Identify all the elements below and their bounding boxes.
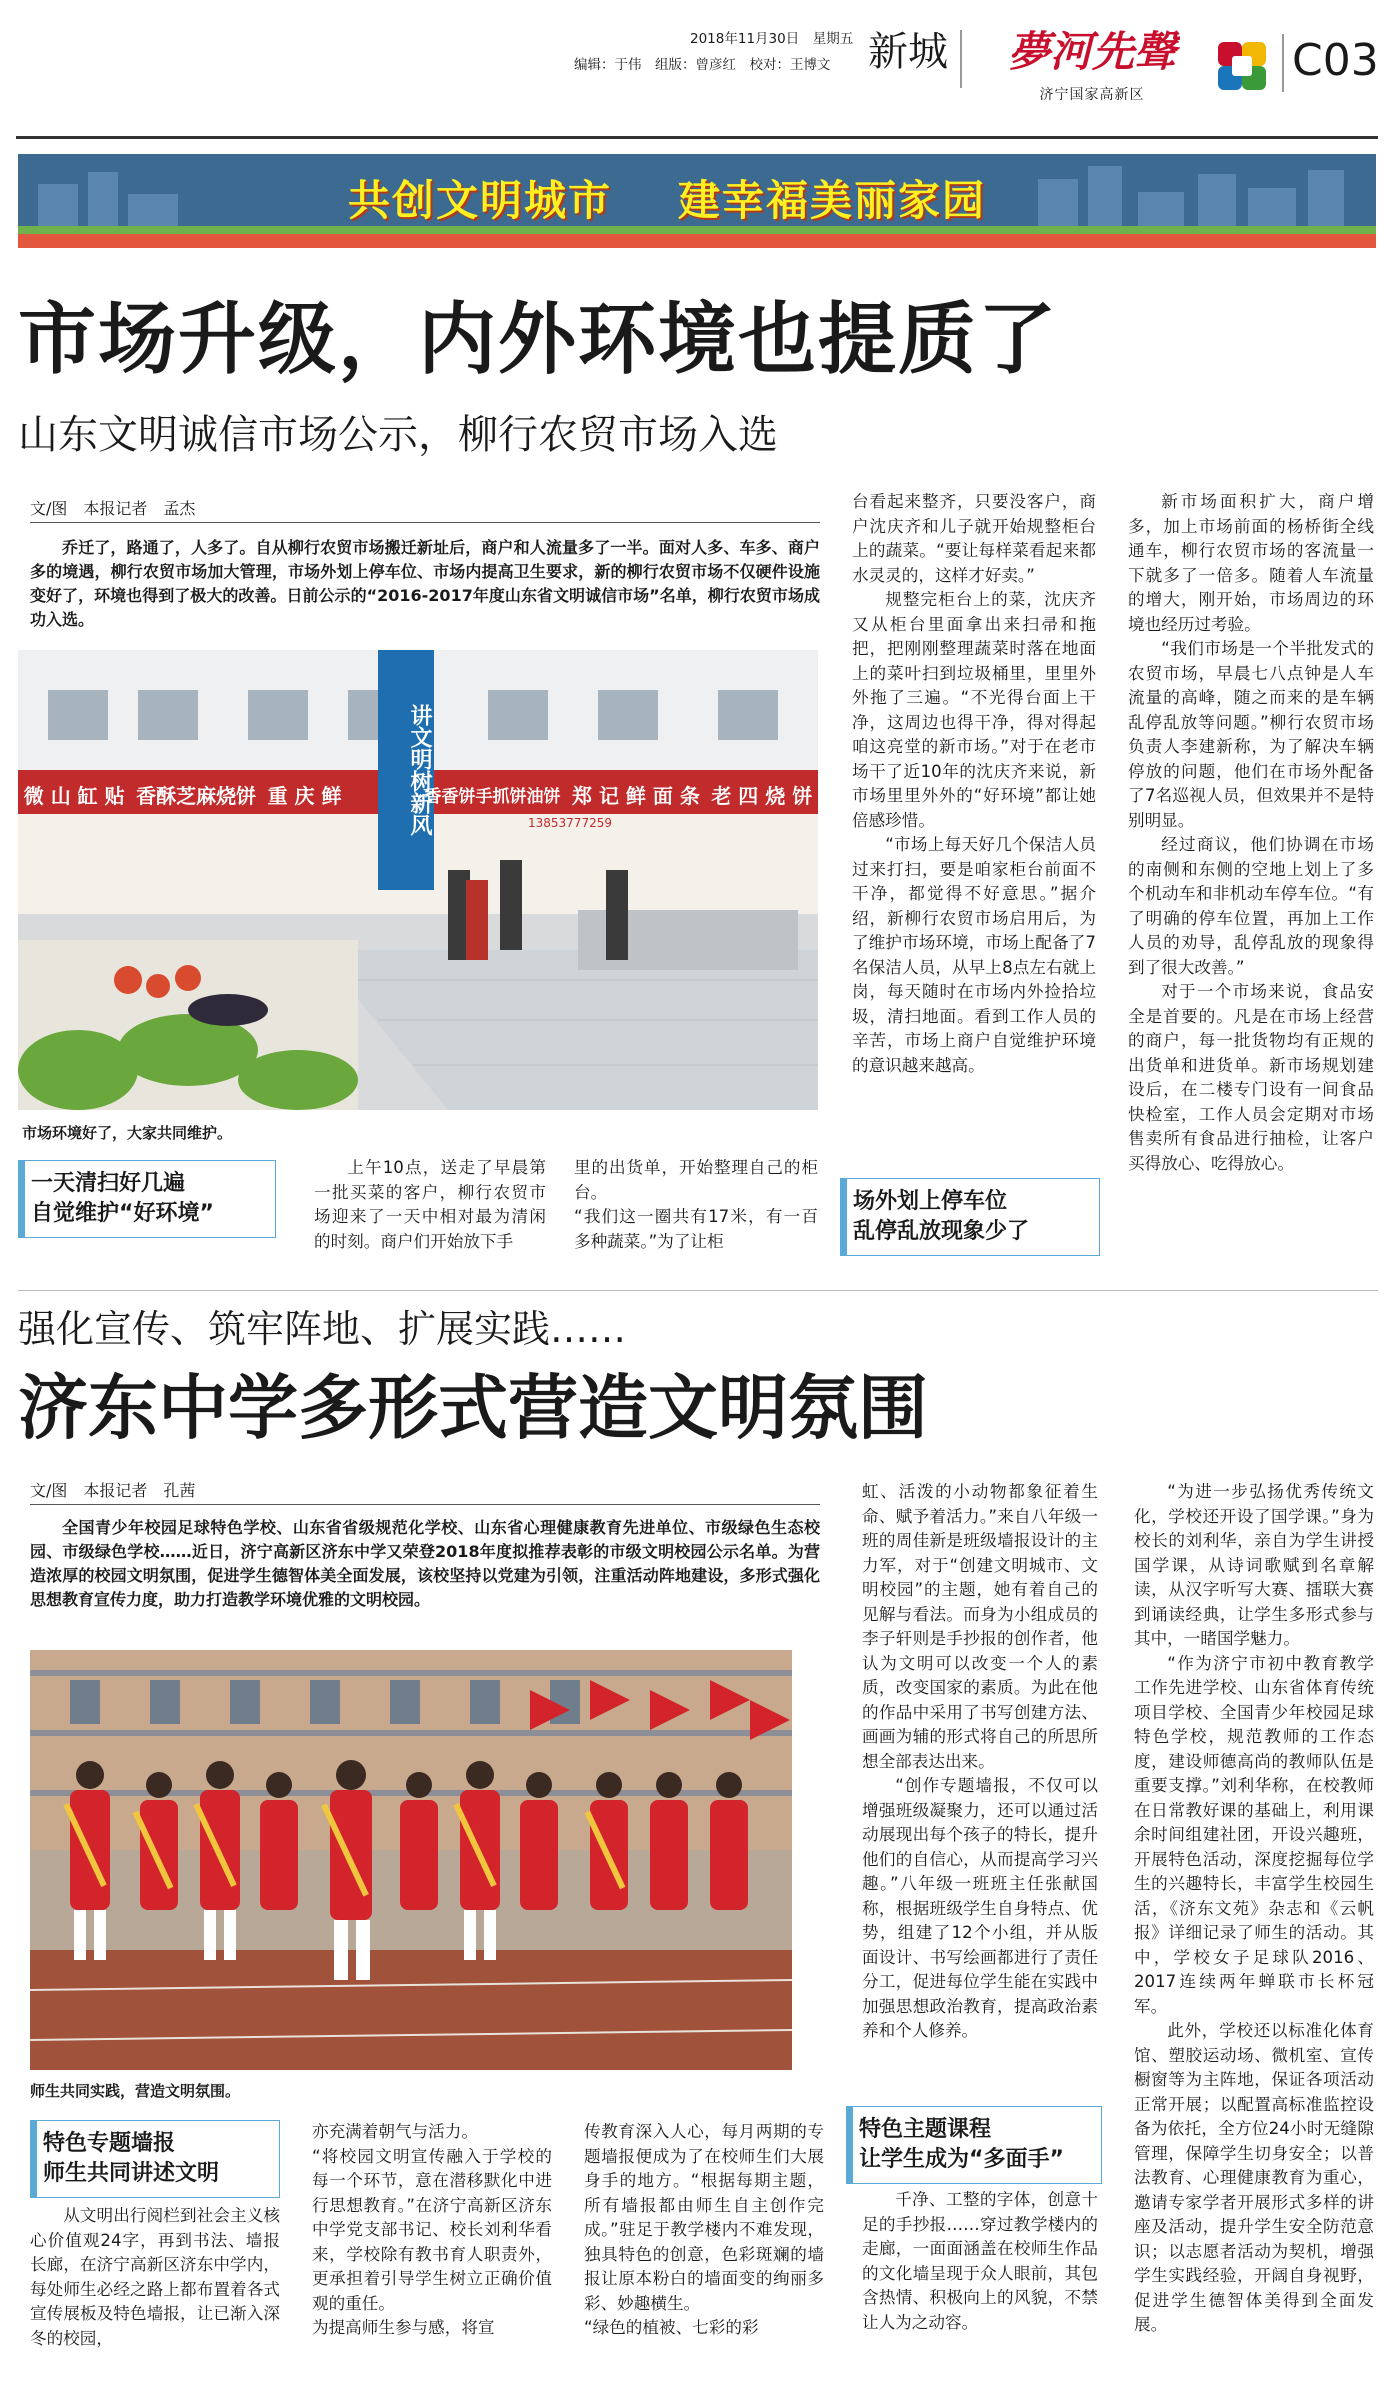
stall-phone: 13853777259 [528, 816, 612, 830]
parade-photo-caption: 师生共同实践，营造文明氛围。 [30, 2082, 241, 2100]
paragraph: “我们市场是一个半批发式的农贸市场，早晨七八点钟是人车流量的高峰，随之而来的是车辆乱停乱放等问题。”柳行农贸市场负责人李建新称，为了解决车辆停放的问题，他们在市场外配备了7名巡视人员，但效果并不是特别明显。 [1128, 639, 1374, 830]
paragraph: 对于一个市场来说，食品安全是首要的。凡是在市场上经营的商户，每一批货物均有正规的出货单和进货单。新市场规划建设后，在二楼专门设有一间食品快检室，工作人员会定期对市场售卖所有食品进行抽检，让客户买得放心、吃得放心。 [1128, 982, 1374, 1173]
article1-subheadline: 山东文明诚信市场公示，柳行农贸市场入选 [18, 412, 778, 458]
paragraph: 新市场面积扩大，商户增多，加上市场前面的杨桥街全线通车，柳行农贸市场的客流量一下就多了一倍多。随着人车流量的增大，刚开始，市场周边的环境也经历过考验。 [1128, 492, 1374, 634]
paragraph: 台看起来整齐，只要没客户，商户沈庆齐和儿子就开始规整柜台上的蔬菜。“要让每样菜看起来都水灵灵的，这样才好卖。” [852, 492, 1096, 585]
article1-byline: 文/图 本报记者 孟杰 [30, 499, 196, 518]
newspaper-logo [1004, 22, 1180, 78]
article1-col-d [1128, 490, 1374, 1176]
subhead-line: 场外划上停车位 [853, 1189, 1008, 1214]
article2-col-b-bottom: 亦充满着朝气与活力。 “将校园文明宣传融入于学校的每一个环节，意在潜移默化中进行思想教育。”在济宁高新区济东中学党支部书记、校长刘利华看来，学校除有教书育人职责外，更承担着引导学生树立正确价值观的重任。 为提高师生参与感，将宣 [312, 2122, 552, 2337]
header-divider-2 [1282, 34, 1284, 92]
issue-date [690, 30, 853, 48]
paragraph: 此外，学校还以标准化体育馆、塑胶运动场、微机室、宣传橱窗等为主阵地，保证各项活动正常开展；以配置高标准监控设备为依托，全方位24小时无缝隙管理，保障学生切身安全；以普法教育、心理健康教育为重心，邀请专家学者开展形式多样的讲座及活动，提升学生安全防范意识；以志愿者活动为契机，增强学生实践经验，开阔自身视野，促进学生德智体美得到全面发展。 [1134, 2021, 1374, 2334]
article2-col-a-bottom: 从文明出行阅栏到社会主义核心价值观24字，再到书法、墙报长廊，在济宁高新区济东中学内，每处师生必经之路上都布置着各式宣传展板及特色墙报，让已渐入深冬的校园， [30, 2206, 280, 2348]
brand-name: 济宁国家高新区 [1039, 87, 1145, 103]
article2-subhead-1 [30, 2120, 280, 2198]
header-rule [16, 136, 1378, 139]
article2-headline: 济东中学多形式营造文明氛围 [18, 1367, 928, 1449]
weekday-text: 星期五 [812, 31, 854, 47]
article2-subhead-2 [846, 2106, 1102, 2184]
subhead-line: 自觉维护“好环境” [31, 1201, 214, 1226]
date-text: 2018年11月30日 [690, 31, 800, 47]
banner-text-right: 建幸福美丽家园 [678, 176, 987, 225]
subhead-line: 特色主题课程 [859, 2117, 992, 2142]
campaign-banner [18, 154, 1376, 248]
article1-headline: 市场升级，内外环境也提质了 [18, 295, 1059, 385]
subhead-line: 一天清扫好几遍 [31, 1171, 186, 1196]
subhead-line: 特色专题墙报 [43, 2131, 176, 2156]
article1-subhead-1 [18, 1160, 276, 1238]
stall-sign: 香酥芝麻烧饼 [136, 783, 257, 808]
subhead-line: 师生共同讲述文明 [43, 2161, 220, 2186]
parade-photo [30, 1650, 792, 2070]
section-name: 新城 [868, 29, 948, 75]
subhead-line: 让学生成为“多面手” [859, 2147, 1064, 2172]
article1-col-c [852, 490, 1096, 1078]
paragraph: “为进一步弘扬优秀传统文化，学校还开设了国学课。”身为校长的刘利华，亲自为学生讲授国学课，从诗词歌赋到名章解读，从汉字听写大赛、擂联大赛到诵读经典，让学生多形式参与其中，一睹国学魅力。 [1134, 1482, 1374, 1648]
header-divider [960, 30, 962, 88]
civility-banner: 讲文明树新风 [407, 704, 432, 836]
paragraph: 经过商议，他们协调在市场的南侧和东侧的空地上划上了多个机动车和非机动车停车位。“有了明确的停车位置，再加上工作人员的劝导，乱停乱放的现象得到了很大改善。” [1128, 835, 1374, 977]
article1-col-b-bottom: 里的出货单，开始整理自己的柜台。 “我们这一圈共有17米，有一百多种蔬菜。”为了让柜 [574, 1158, 818, 1251]
banner-text-left: 共创文明城市 [348, 176, 613, 225]
paragraph: “创作专题墙报，不仅可以增强班级凝聚力，还可以通过活动展现出每个孩子的特长，提升他们的自信心，从而提高学习兴趣。”八年级一班班主任张献国称，根据班级学生自身特点、优势，组建了12个小组，并从版面设计、书写绘画都进行了责任分工，促进每位学生能在实践中加强思想政治教育，提高政治素养和个人修养。 [862, 1776, 1098, 2040]
article2-col-c-bottom: 传教育深入人心，每月两期的专题墙报便成为了在校师生们大展身手的地方。“根据每期主题，所有墙报都由师生自主创作完成。”驻足于教学楼内不难发现，独具特色的创意，色彩斑斓的墙报让原本粉白的墙面变的绚丽多彩、妙趣横生。 “绿色的植被、七彩的彩 [584, 2122, 824, 2337]
article2-lead: 全国青少年校园足球特色学校、山东省省级规范化学校、山东省心理健康教育先进单位、市级绿色生态校园、市级绿色学校……近日，济宁高新区济东中学又荣登2018年度拟推荐表彰的市级文明校园公示名单。为营造浓厚的校园文明氛围，促进学生德智体美全面发展，该校坚持以党建为引领，注重活动阵地建设，多形式强化思想教育宣传力度，助力打造教学环境优雅的文明校园。 [30, 1518, 820, 1609]
section-divider [18, 1290, 1378, 1291]
editors-line: 编辑：于伟 组版：曾彦红 校对：王博文 [574, 57, 831, 73]
paragraph: “作为济宁市初中教育教学工作先进学校、山东省体育传统项目学校、全国青少年校园足球特色学校，规范教师的工作态度，建设师德高尚的教师队伍是重要支撑。”刘利华称，在校教师在日常教好课的基础上，利用课余时间组建社团，开设兴趣班，开展特色活动，深度挖掘每位学生的兴趣特长，丰富学生校园生活，《济东文苑》杂志和《云帆报》详细记录了师生的活动。其中，学校女子足球队2016、2017连续两年蝉联市长杯冠军。 [1134, 1653, 1374, 2016]
article2-col-d-bottom: 千净、工整的字体，创意十足的手抄报……穿过教学楼内的走廊，一面面涵盖在校师生作品的文化墙呈现于众人眼前，其包含热情、积极向上的风貌，不禁让人为之动容。 [862, 2190, 1098, 2332]
stall-sign: 郑 记 鲜 面 条 [571, 783, 700, 808]
subhead-line: 乱停乱放现象少了 [853, 1219, 1030, 1244]
article2-byline: 文/图 本报记者 孔茜 [30, 1481, 196, 1500]
market-photo [18, 650, 818, 1110]
article1-lead: 乔迁了，路通了，人多了。自从柳行农贸市场搬迁新址后，商户和人流量多了一半。面对人多、车多、商户多的境遇，柳行农贸市场加大管理，市场外划上停车位、市场内提高卫生要求，新的柳行农贸市场不仅硬件设施变好了，环境也得到了极大的改善。日前公示的“2016-2017年度山东省文明诚信市场”名单，柳行农贸市场成功入选。 [30, 538, 820, 629]
byline-rule-2 [30, 1504, 820, 1505]
brand-emblem-icon [1214, 38, 1270, 94]
article1-col-a-bottom: 上午10点，送走了早晨第一批买菜的客户，柳行农贸市场迎来了一天中相对最为清闲的时刻。商户们开始放下手 [314, 1158, 546, 1251]
article1-subhead-2 [840, 1178, 1100, 1256]
byline-rule [30, 522, 820, 523]
article2-col-d [862, 1480, 1098, 2044]
stall-sign: 微 山 缸 贴 [23, 783, 125, 808]
article2-col-e [1134, 1480, 1374, 2338]
paragraph: 虹、活泼的小动物都象征着生命、赋予着活力。”来自八年级一班的周佳新是班级墙报设计的主力军，对于“创建文明城市、文明校园”的主题，她有着自己的见解与看法。而身为小组成员的李子轩则是手抄报的创作者，他认为文明可以改变一个人的素质，改变国家的素质。为此在他的作品中采用了书写创建方法、画画为辅的形式将自己的所思所想全部表达出来。 [862, 1482, 1098, 1771]
paragraph: “市场上每天好几个保洁人员过来打扫，要是咱家柜台前面不干净，都觉得不好意思。”据介绍，新柳行农贸市场启用后，为了维护市场环境，市场上配备了7名保洁人员，从早上8点左右就上岗，每天随时在市场内外捡拾垃圾，清扫地面。看到工作人员的辛苦，市场上商户自觉维护环境的意识越来越高。 [852, 835, 1096, 1075]
market-photo-caption: 市场环境好了，大家共同维护。 [22, 1124, 233, 1142]
stall-sign: 老 四 烧 饼 [711, 783, 813, 808]
stall-sign: 重 庆 鲜 [267, 783, 342, 808]
article2-kicker: 强化宣传、筑牢阵地、扩展实践…… [18, 1307, 627, 1351]
paragraph: 规整完柜台上的菜，沈庆齐又从柜台里面拿出来扫帚和拖把，把刚刚整理蔬菜时落在地面上的菜叶扫到垃圾桶里，里里外外拖了三遍。“不光得台面上干净，这周边也得干净，得对得起咱这亮堂的新市场。”对于在老市场干了近10年的沈庆齐来说，新市场里里外外的“好环境”都让她倍感珍惜。 [852, 590, 1096, 830]
svg-text:夢河先聲: 夢河先聲 [1007, 27, 1177, 76]
stall-sign: 香香饼手抓饼油饼 [424, 786, 561, 807]
page-number: C03 [1292, 35, 1379, 86]
